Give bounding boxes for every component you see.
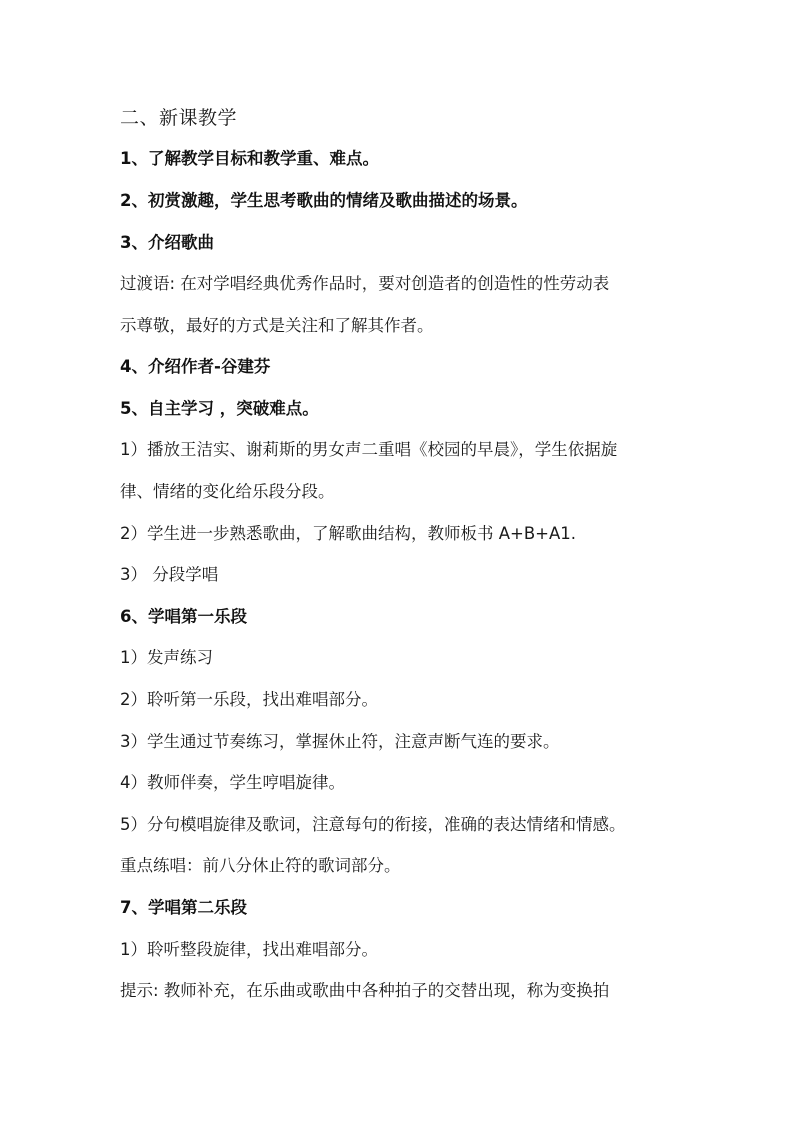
heading-item-2: 2、初赏激趣，学生思考歌曲的情绪及歌曲描述的场景。 <box>120 191 528 210</box>
heading-item-4: 4、介绍作者-谷建芬 <box>120 357 271 376</box>
paragraph-line: 2）聆听第一乐段，找出难唱部分。 <box>120 690 378 709</box>
paragraph-line: 提示: 教师补充，在乐曲或歌曲中各种拍子的交替出现，称为变换拍 <box>120 981 610 1000</box>
paragraph-line: 3） 分段学唱 <box>120 565 219 584</box>
heading-item-3: 3、介绍歌曲 <box>120 233 214 252</box>
paragraph-line: 重点练唱：前八分休止符的歌词部分。 <box>120 856 401 875</box>
paragraph-line: 过渡语: 在对学唱经典优秀作品时，要对创造者的创造性的性劳动表 <box>120 274 610 293</box>
paragraph-line: 4）教师伴奏，学生哼唱旋律。 <box>120 773 345 792</box>
paragraph-line: 1）播放王洁实、谢莉斯的男女声二重唱《校园的早晨》，学生依据旋 <box>120 440 618 459</box>
paragraph-line: 3）学生通过节奏练习，掌握休止符，注意声断气连的要求。 <box>120 732 560 751</box>
paragraph-line: 2）学生进一步熟悉歌曲，了解歌曲结构，教师板书 A+B+A1. <box>120 524 577 543</box>
paragraph-line: 律、情绪的变化给乐段分段。 <box>120 482 335 501</box>
heading-item-5: 5、自主学习 ，突破难点。 <box>120 399 319 418</box>
section-title: 二、新课教学 <box>120 107 238 129</box>
heading-item-1: 1、了解教学目标和教学重、难点。 <box>120 149 379 168</box>
paragraph-line: 1）发声练习 <box>120 648 213 667</box>
paragraph-line: 示尊敬，最好的方式是关注和了解其作者。 <box>120 316 434 335</box>
paragraph-line: 1）聆听整段旋律，找出难唱部分。 <box>120 940 378 959</box>
heading-item-6: 6、学唱第一乐段 <box>120 607 247 626</box>
heading-item-7: 7、学唱第二乐段 <box>120 898 247 917</box>
paragraph-line: 5）分句模唱旋律及歌词，注意每句的衔接，准确的表达情绪和情感。 <box>120 815 626 834</box>
